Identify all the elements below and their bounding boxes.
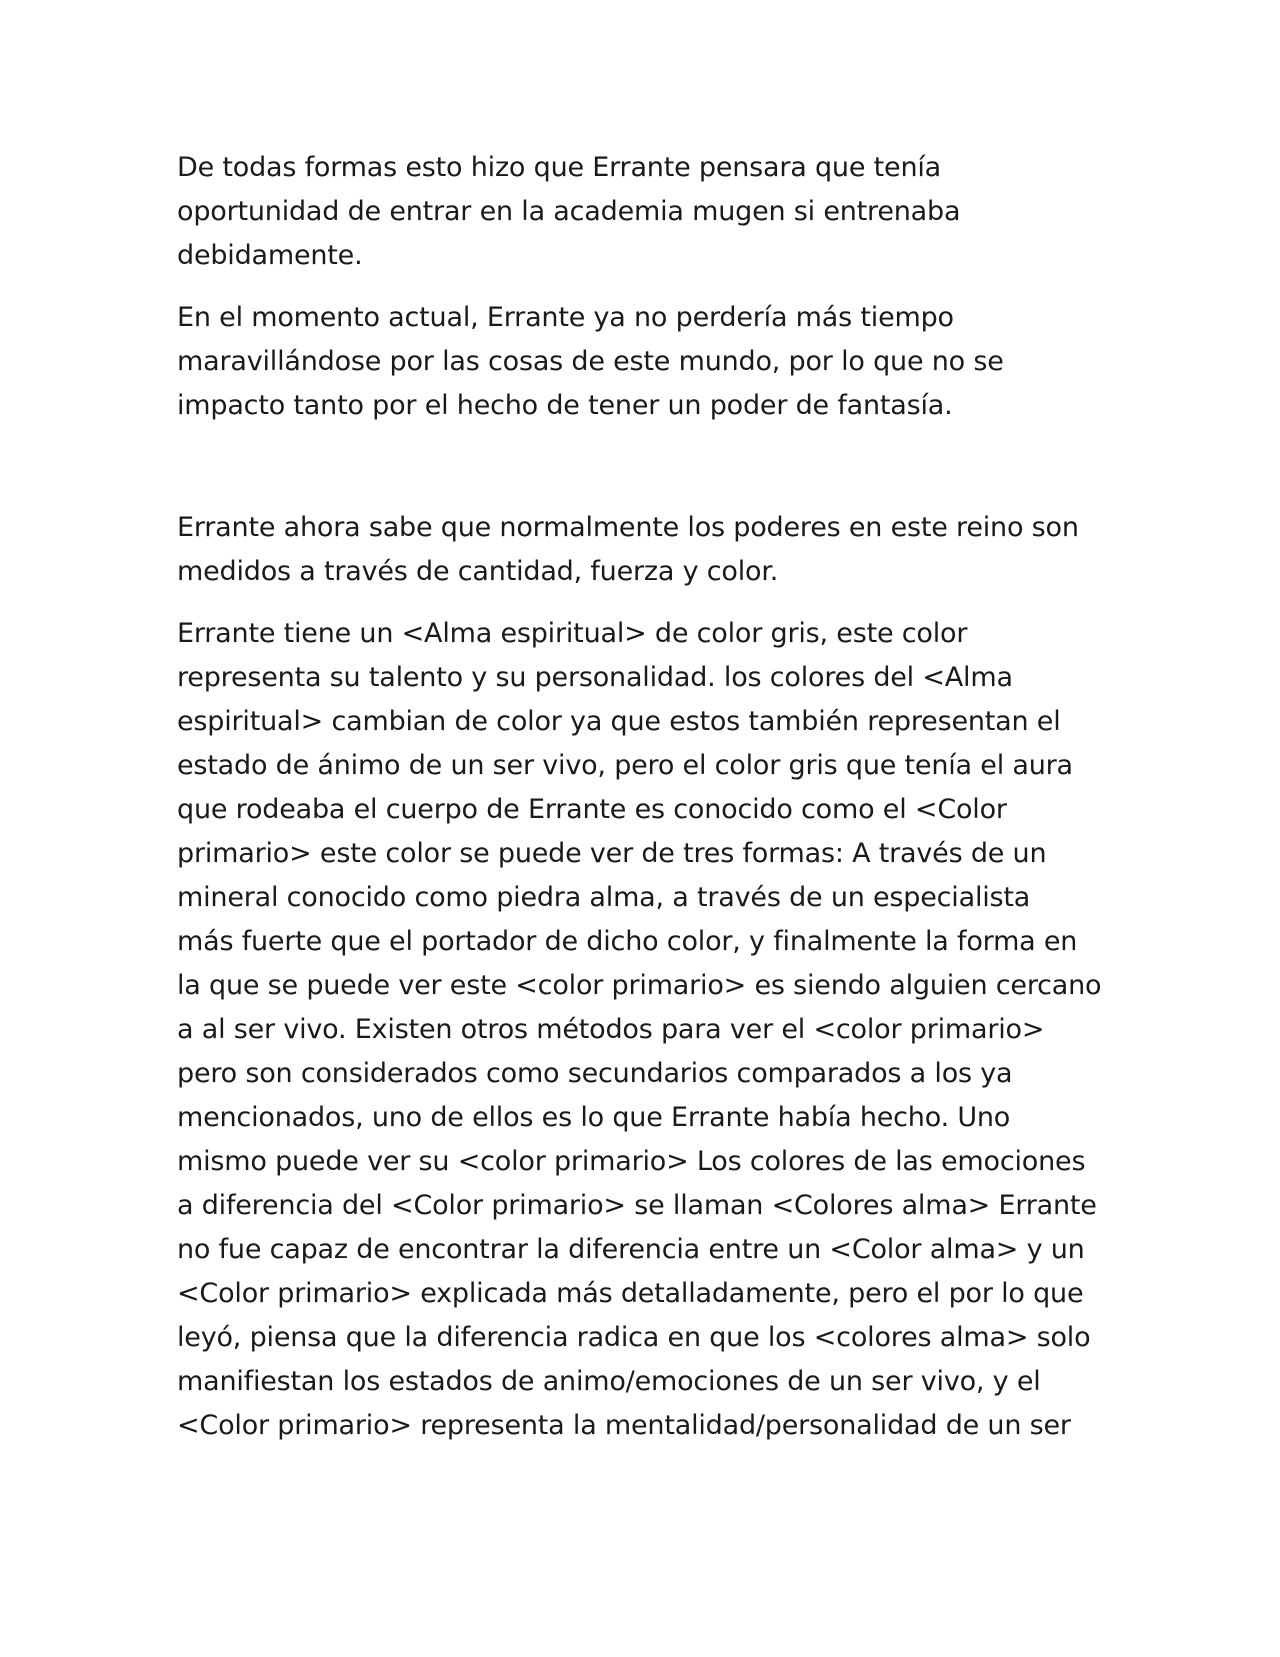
paragraph-text [177, 146, 1117, 278]
text-line: oportunidad de entrar en la academia mugen si entrenaba [177, 196, 961, 227]
text-line: estado de ánimo de un ser vivo, pero el color gris que tenía el aura [177, 750, 1073, 781]
text-line: la que se puede ver este <color primario> es siendo alguien cercano [177, 970, 1102, 1001]
paragraph-4 [177, 612, 1117, 1448]
text-line: mineral conocido como piedra alma, a través de un especialista [177, 882, 1031, 913]
text-line: <Color primario> representa la mentalidad/personalidad de un ser [177, 1410, 1071, 1441]
text-line: a al ser vivo. Existen otros métodos para ver el <color primario> [177, 1014, 1045, 1045]
text-line: medidos a través de cantidad, fuerza y color. [177, 556, 779, 587]
text-line: <Color primario> explicada más detalladamente, pero el por lo que [177, 1278, 1084, 1309]
paragraph-text [177, 612, 1117, 1448]
paragraph-text [177, 296, 1117, 428]
text-line: más fuerte que el portador de dicho color, y finalmente la forma en [177, 926, 1078, 957]
text-line: En el momento actual, Errante ya no perdería más tiempo [177, 302, 954, 333]
text-line: a diferencia del <Color primario> se llaman <Colores alma> Errante [177, 1190, 1097, 1221]
text-line: maravillándose por las cosas de este mundo, por lo que no se [177, 346, 1004, 377]
text-line: leyó, piensa que la diferencia radica en que los <colores alma> solo [177, 1322, 1091, 1353]
text-line: impacto tanto por el hecho de tener un poder de fantasía. [177, 390, 953, 421]
paragraph-3 [177, 506, 1117, 594]
text-line: espiritual> cambian de color ya que estos también representan el [177, 706, 1061, 737]
paragraph-2 [177, 296, 1117, 428]
text-line: que rodeaba el cuerpo de Errante es conocido como el <Color [177, 794, 1007, 825]
text-line: De todas formas esto hizo que Errante pensara que tenía [177, 152, 941, 183]
paragraph-1 [177, 146, 1117, 278]
text-line: Errante ahora sabe que normalmente los poderes en este reino son [177, 512, 1079, 543]
text-line: pero son considerados como secundarios comparados a los ya [177, 1058, 1013, 1089]
text-line: representa su talento y su personalidad. los colores del <Alma [177, 662, 1013, 693]
text-line: Errante tiene un <Alma espiritual> de color gris, este color [177, 618, 968, 649]
text-line: debidamente. [177, 240, 363, 271]
text-line: mencionados, uno de ellos es lo que Errante había hecho. Uno [177, 1102, 1011, 1133]
text-line: manifiestan los estados de animo/emociones de un ser vivo, y el [177, 1366, 1041, 1397]
text-line: mismo puede ver su <color primario> Los colores de las emociones [177, 1146, 1086, 1177]
text-line: no fue capaz de encontrar la diferencia entre un <Color alma> y un [177, 1234, 1085, 1265]
paragraph-text [177, 506, 1117, 594]
text-line: primario> este color se puede ver de tres formas: A través de un [177, 838, 1047, 869]
